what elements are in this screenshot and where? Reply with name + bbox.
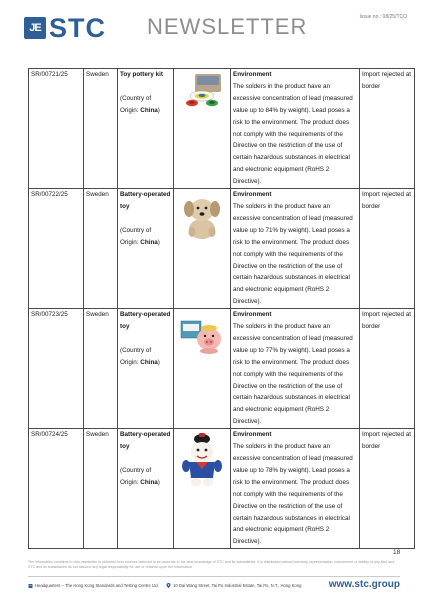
origin-country: China	[140, 358, 158, 366]
origin-close: )	[157, 238, 160, 246]
location-pin-icon	[166, 583, 171, 588]
notifying-country: Sweden	[84, 69, 118, 189]
country-of-origin	[120, 345, 171, 369]
stc-logo	[24, 13, 106, 43]
product-cell	[118, 429, 174, 549]
table-row	[29, 189, 415, 309]
product-image-cell	[174, 429, 231, 549]
measures-taken: Import rejected at border	[360, 189, 415, 309]
reference-number: SR/00721/25	[29, 69, 84, 189]
product-cell	[118, 69, 174, 189]
measures-taken: Import rejected at border	[360, 309, 415, 429]
origin-label: (Country of Origin:	[120, 467, 152, 486]
product-name: Battery-operated toy	[120, 431, 171, 451]
origin-close: )	[157, 358, 160, 366]
plush-dog-toy-photo	[179, 193, 225, 241]
measures-taken: Import rejected at border	[360, 69, 415, 189]
risk-description: The solders in the product have an excessive concentration of lead (measured value up to 84% by weight). Lead poses a risk to the environment. The product does not comply with the requirements of the Directive on the restriction of the use of certain hazardous substances in electrical and electronic equipment (RoHS 2 Directive).	[233, 82, 353, 186]
page-number: 18	[393, 549, 401, 556]
product-name: Toy pottery kit	[120, 71, 163, 78]
risk-description: The solders in the product have an excessive concentration of lead (measured value up to 77% by weight). Lead poses a risk to the environment. The product does not comply with the requirements of the Directive on the restriction of the use of certain hazardous substances in electrical and electronic equipment (RoHS 2 Directive).	[233, 323, 353, 426]
reference-number: SR/00722/25	[29, 189, 84, 309]
risk-description: The solders in the product have an excessive concentration of lead (measured value up to 78% by weight). Lead poses a risk to the environment. The product does not comply with the requirements of the Directive on the restriction of the use of certain hazardous substances in electrical and electronic equipment (RoHS 2 Directive).	[233, 443, 353, 546]
pig-toy-with-box-photo	[179, 315, 225, 357]
risk-description: The solders in the product have an excessive concentration of lead (measured value up to 71% by weight). Lead poses a risk to the environment. The product does not comply with the requirements of the Directive on the restriction of the use of certain hazardous substances in electrical and electronic equipment (RoHS 2 Directive).	[233, 202, 353, 306]
recall-table	[28, 68, 415, 549]
website-link[interactable]: www.stc.group	[328, 579, 400, 590]
product-cell	[118, 189, 174, 309]
origin-country: China	[140, 106, 158, 114]
product-image-cell	[174, 69, 231, 189]
footer-hq-text: Headquarters – The Hong Kong Standards and Testing Centre Ltd.	[35, 583, 159, 588]
risk-type: Environment	[233, 191, 272, 199]
country-of-origin	[120, 465, 171, 489]
building-icon	[28, 583, 33, 588]
toy-pottery-kit-photo	[179, 72, 225, 108]
issue-number: Issue no.: 08/25/TCO	[359, 14, 407, 20]
product-cell	[118, 309, 174, 429]
country-of-origin	[120, 225, 171, 249]
newsletter-title: NEWSLETTER	[147, 14, 308, 39]
product-image-cell	[174, 189, 231, 309]
page-header	[0, 0, 425, 60]
notifying-country: Sweden	[84, 309, 118, 429]
country-of-origin	[120, 93, 171, 117]
notifying-country: Sweden	[84, 429, 118, 549]
origin-close: )	[157, 478, 160, 486]
product-name: Battery-operated toy	[120, 311, 171, 331]
origin-country: China	[140, 238, 158, 246]
risk-type: Environment	[233, 431, 272, 439]
footer-address-text: 10 Dai Wang Street, Tai Po Industrial Estate, Tai Po, N.T., Hong Kong	[173, 583, 302, 588]
reference-number: SR/00724/25	[29, 429, 84, 549]
measures-taken: Import rejected at border	[360, 429, 415, 549]
origin-label: (Country of Origin:	[120, 226, 152, 246]
table-row	[29, 309, 415, 429]
footer-headquarters	[28, 583, 159, 588]
origin-label: (Country of Origin:	[120, 94, 152, 114]
disclaimer-text: The information contained in this newsletter is obtained from sources believed to be accurate to the best knowledge of STC and its subsidiaries. It is distributed without warranty, representation, inducement or liability of any kind and STC and its subsidiaries do not assume any legal responsibility for use or reliance upon the information.	[28, 560, 395, 570]
risk-cell	[231, 189, 360, 309]
risk-cell	[231, 429, 360, 549]
risk-cell	[231, 69, 360, 189]
risk-type: Environment	[233, 71, 272, 78]
origin-label: (Country of Origin:	[120, 346, 152, 366]
reference-number: SR/00723/25	[29, 309, 84, 429]
table-row	[29, 69, 415, 189]
origin-close: )	[157, 106, 160, 114]
origin-country: China	[140, 478, 158, 486]
notifying-country: Sweden	[84, 189, 118, 309]
footer-divider	[28, 576, 400, 577]
page-footer	[28, 578, 400, 596]
footer-address	[166, 583, 301, 588]
table-row	[29, 429, 415, 549]
risk-cell	[231, 309, 360, 429]
risk-type: Environment	[233, 311, 272, 319]
plush-character-toy-photo	[179, 432, 225, 488]
product-name: Battery-operated toy	[120, 191, 171, 210]
stc-logo-mark: JE	[24, 17, 46, 39]
stc-logo-text: STC	[49, 12, 106, 43]
product-image-cell	[174, 309, 231, 429]
